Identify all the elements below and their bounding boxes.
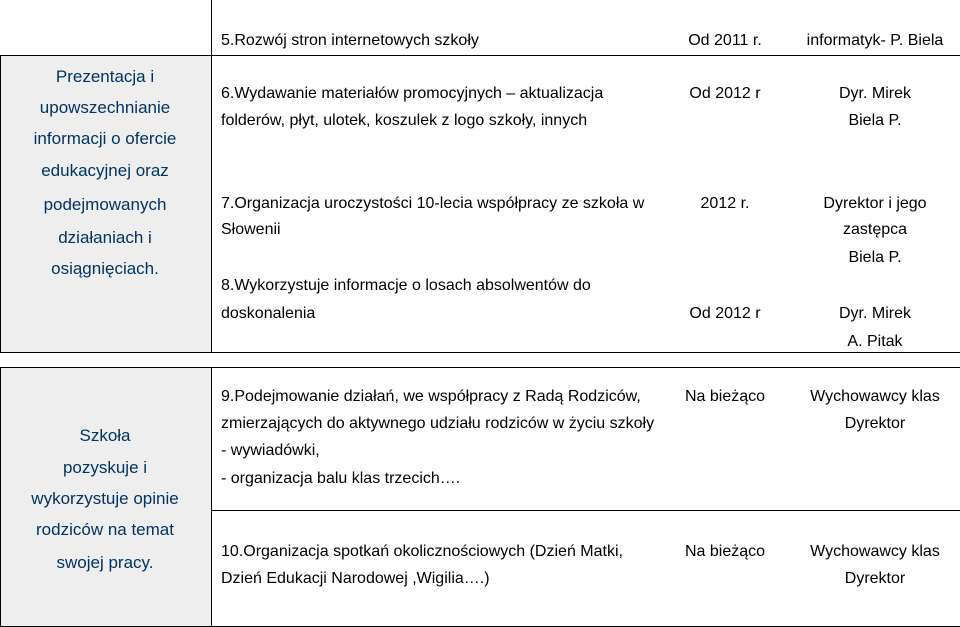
task-date: Na bieżąco bbox=[684, 388, 766, 405]
task-responsible: informatyk- P. Biela bbox=[806, 32, 944, 49]
task-date: Od 2012 r bbox=[689, 305, 761, 322]
task-description: - organizacja balu klas trzecich…. bbox=[221, 470, 461, 487]
block2-content-cell bbox=[211, 367, 960, 627]
task-description: Słowenii bbox=[221, 221, 281, 238]
task-responsible: Dyrektor bbox=[844, 570, 906, 587]
block1-title-line: osiągnięciach. bbox=[51, 259, 159, 278]
block1-title-line: upowszechnianie bbox=[39, 98, 171, 117]
task-description: zmierzających do aktywnego udziału rodziców w życiu szkoły bbox=[221, 415, 655, 432]
task-responsible: Dyr. Mirek bbox=[839, 305, 911, 322]
task-description: 7.Organizacja uroczystości 10-lecia współpracy ze szkoła w bbox=[221, 195, 645, 212]
block2-title-line: swojej pracy. bbox=[56, 553, 154, 572]
task-date: 2012 r. bbox=[700, 195, 750, 212]
task-date: Od 2012 r bbox=[689, 85, 761, 102]
task-date: Na bieżąco bbox=[684, 543, 766, 560]
block2-title-line: pozyskuje i bbox=[62, 458, 148, 477]
task-description: 8.Wykorzystuje informacje o losach absolwentów do bbox=[221, 277, 591, 294]
block1-title-line: edukacyjnej oraz bbox=[41, 161, 169, 180]
block1-title-line: działaniach i bbox=[58, 228, 152, 247]
task-description: - wywiadówki, bbox=[221, 442, 320, 459]
task-responsible: Wychowawcy klas bbox=[810, 543, 940, 560]
block1-title-line: informacji o ofercie bbox=[33, 129, 177, 148]
block2-title-line: rodziców na temat bbox=[36, 520, 174, 539]
task-description: doskonalenia bbox=[221, 305, 316, 322]
task-date: Od 2011 r. bbox=[688, 32, 762, 49]
block1-title-line: podejmowanych bbox=[43, 195, 167, 214]
task-description: folderów, płyt, ulotek, koszulek z logo szkoły, innych bbox=[221, 112, 588, 129]
task-responsible: Biela P. bbox=[848, 112, 902, 129]
block2-title-line: Szkoła bbox=[79, 426, 131, 445]
task-responsible: Biela P. bbox=[848, 249, 902, 266]
task-description: 6.Wydawanie materiałów promocyjnych – aktualizacja bbox=[221, 85, 604, 102]
task-description: 10.Organizacja spotkań okolicznościowych (Dzień Matki, bbox=[221, 543, 623, 560]
block2-row-divider bbox=[211, 510, 960, 511]
block1-title-line: Prezentacja i bbox=[55, 67, 155, 86]
task-responsible: Dyrektor i jego bbox=[823, 195, 927, 212]
block1-content-cell bbox=[211, 0, 960, 353]
task-responsible: Wychowawcy klas bbox=[810, 388, 940, 405]
task-description: 9.Podejmowanie działań, we współpracy z Radą Rodziców, bbox=[221, 388, 641, 405]
task-responsible: zastępca bbox=[842, 221, 908, 238]
block2-title-line: wykorzystuje opinie bbox=[31, 489, 179, 508]
task-responsible: Dyr. Mirek bbox=[839, 85, 911, 102]
task-description: 5.Rozwój stron internetowych szkoły bbox=[221, 32, 479, 49]
task-description: Dzień Edukacji Narodowej ,Wigilia….) bbox=[221, 570, 490, 587]
task-responsible: A. Pitak bbox=[847, 333, 903, 350]
task-responsible: Dyrektor bbox=[844, 415, 906, 432]
block1-row1-divider bbox=[211, 55, 960, 56]
